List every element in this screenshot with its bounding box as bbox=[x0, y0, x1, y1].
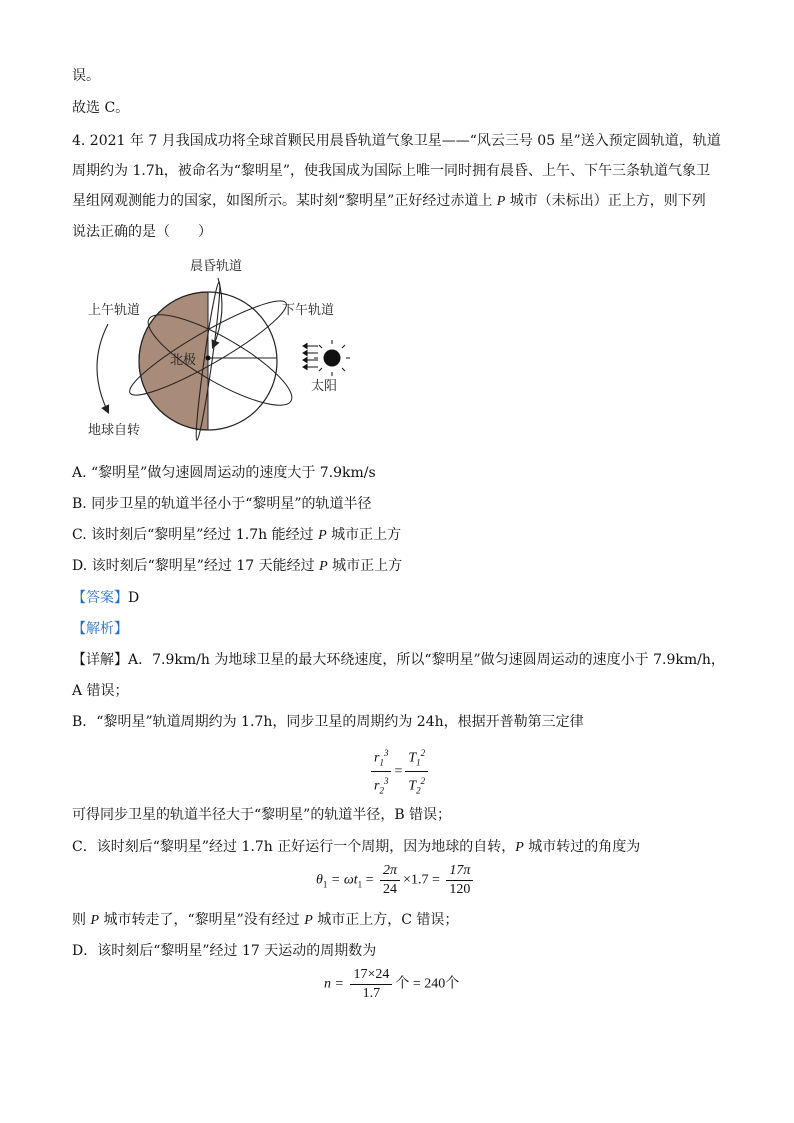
kepler-rhs-fraction: $\frac{T_1^2}{T_2^2}$ bbox=[405, 744, 428, 800]
option-c-p: P bbox=[318, 528, 327, 543]
analysis-c2-b: 城市转走了，“黎明星”没有经过 bbox=[99, 912, 305, 928]
kepler-formula: $\frac{r_1^3}{r_2^3}$ = $\frac{T_1^2}{T_2^2}$ bbox=[368, 744, 431, 800]
question-line-3-b: 城市（未标出）正上方，则下列 bbox=[505, 193, 706, 209]
analysis-c2-a: 则 bbox=[72, 912, 91, 928]
kepler-lhs-fraction: $\frac{r_1^3}{r_2^3}$ bbox=[371, 744, 391, 800]
label-north-pole: 北极 bbox=[170, 353, 197, 368]
option-d-a: D. 该时刻后“黎明星”经过 17 天能经过 bbox=[72, 558, 320, 574]
answer-line bbox=[72, 588, 139, 608]
theta-formula: $\theta_1 = \omega t_1$ = $\frac{2\pi}{24}$ ×1.7 = $\frac{17\pi}{120}$ bbox=[316, 862, 476, 899]
analysis-tag: 【解析】 bbox=[72, 621, 128, 637]
analysis-tag-line bbox=[72, 619, 128, 639]
analysis-c-line-1 bbox=[72, 837, 640, 858]
analysis-c-p: P bbox=[515, 840, 524, 855]
analysis-c2-c: 城市正上方，C 错误； bbox=[312, 912, 459, 928]
option-d-p: P bbox=[319, 559, 328, 574]
option-a: A. “黎明星”做匀速圆周运动的速度大于 7.9km/s bbox=[72, 465, 376, 481]
label-rotation: 地球自转 bbox=[88, 423, 141, 438]
option-d bbox=[72, 556, 402, 577]
analysis-c2-p2: P bbox=[304, 913, 313, 928]
analysis-a-line-1 bbox=[72, 650, 725, 670]
orbit-diagram bbox=[80, 252, 370, 447]
option-c bbox=[72, 525, 401, 546]
analysis-c-b: 城市转过的角度为 bbox=[523, 839, 641, 855]
sunlight-arrows bbox=[303, 344, 318, 370]
north-pole-dot bbox=[206, 356, 211, 361]
analysis-b-line-1: B．“黎明星”轨道周期约为 1.7h，同步卫星的周期约为 24h，根据开普勒第三定律 bbox=[72, 714, 584, 730]
analysis-c-a: C．该时刻后“黎明星”经过 1.7h 正好运行一个周期，因为地球的自转， bbox=[72, 839, 516, 855]
two-pi-fraction: $\frac{2\pi}{24}$ bbox=[380, 862, 400, 899]
option-c-b: 城市正上方 bbox=[326, 527, 402, 543]
n-formula: n = $\frac{17\times 24}{1.7}$ 个 = 240个 bbox=[324, 967, 460, 1001]
question-line-3-a: 星组网观测能力的国家，如图所示。某时刻“黎明星”正好经过赤道上 bbox=[72, 193, 497, 209]
rotation-arrow bbox=[97, 324, 108, 412]
question-line-2: 周期约为 1.7h，被命名为“黎明星”，使我国成为国际上唯一同时拥有晨昏、上午、下午三条轨道气象卫 bbox=[72, 163, 711, 179]
p-city-symbol: P bbox=[496, 194, 506, 209]
label-afternoon: 下午轨道 bbox=[282, 303, 335, 318]
question-line-3 bbox=[72, 191, 706, 212]
question-line-1: 4. 2021 年 7 月我国成功将全球首颗民用晨昏轨道气象卫星——“风云三号 05 星”送入预定圆轨道，轨道 bbox=[72, 133, 721, 149]
text-line-top2: 故选 C。 bbox=[72, 100, 130, 116]
answer-value: D bbox=[128, 590, 140, 606]
n-fraction: $\frac{17\times 24}{1.7}$ bbox=[350, 966, 392, 1003]
analysis-c-line-2 bbox=[72, 910, 458, 931]
analysis-d-line-1: D．该时刻后“黎明星”经过 17 天运动的周期数为 bbox=[72, 943, 377, 959]
question-line-4: 说法正确的是（ ） bbox=[72, 224, 212, 240]
option-d-b: 城市正上方 bbox=[327, 558, 403, 574]
analysis-c2-p: P bbox=[90, 913, 100, 928]
detail-tag: 【详解】 bbox=[72, 652, 128, 668]
option-b: B. 同步卫星的轨道半径小于“黎明星”的轨道半径 bbox=[72, 496, 372, 512]
sun-icon bbox=[314, 340, 350, 376]
option-c-a: C. 该时刻后“黎明星”经过 1.7h 能经过 bbox=[72, 527, 319, 543]
label-dawn-dusk: 晨昏轨道 bbox=[190, 259, 243, 274]
label-morning: 上午轨道 bbox=[88, 303, 141, 318]
label-sun: 太阳 bbox=[311, 379, 338, 394]
answer-tag: 【答案】 bbox=[72, 590, 128, 606]
analysis-b-line-2: 可得同步卫星的轨道半径大于“黎明星”的轨道半径，B 错误； bbox=[72, 807, 452, 823]
seventeen-pi-fraction: $\frac{17\pi}{120}$ bbox=[446, 862, 473, 899]
analysis-a-line-2: A 错误； bbox=[72, 683, 129, 699]
text-line-top1: 误。 bbox=[72, 68, 100, 84]
analysis-a-text: A．7.9km/h 为地球卫星的最大环绕速度，所以“黎明星”做匀速圆周运动的速度小于 7.9km/h， bbox=[128, 652, 725, 668]
